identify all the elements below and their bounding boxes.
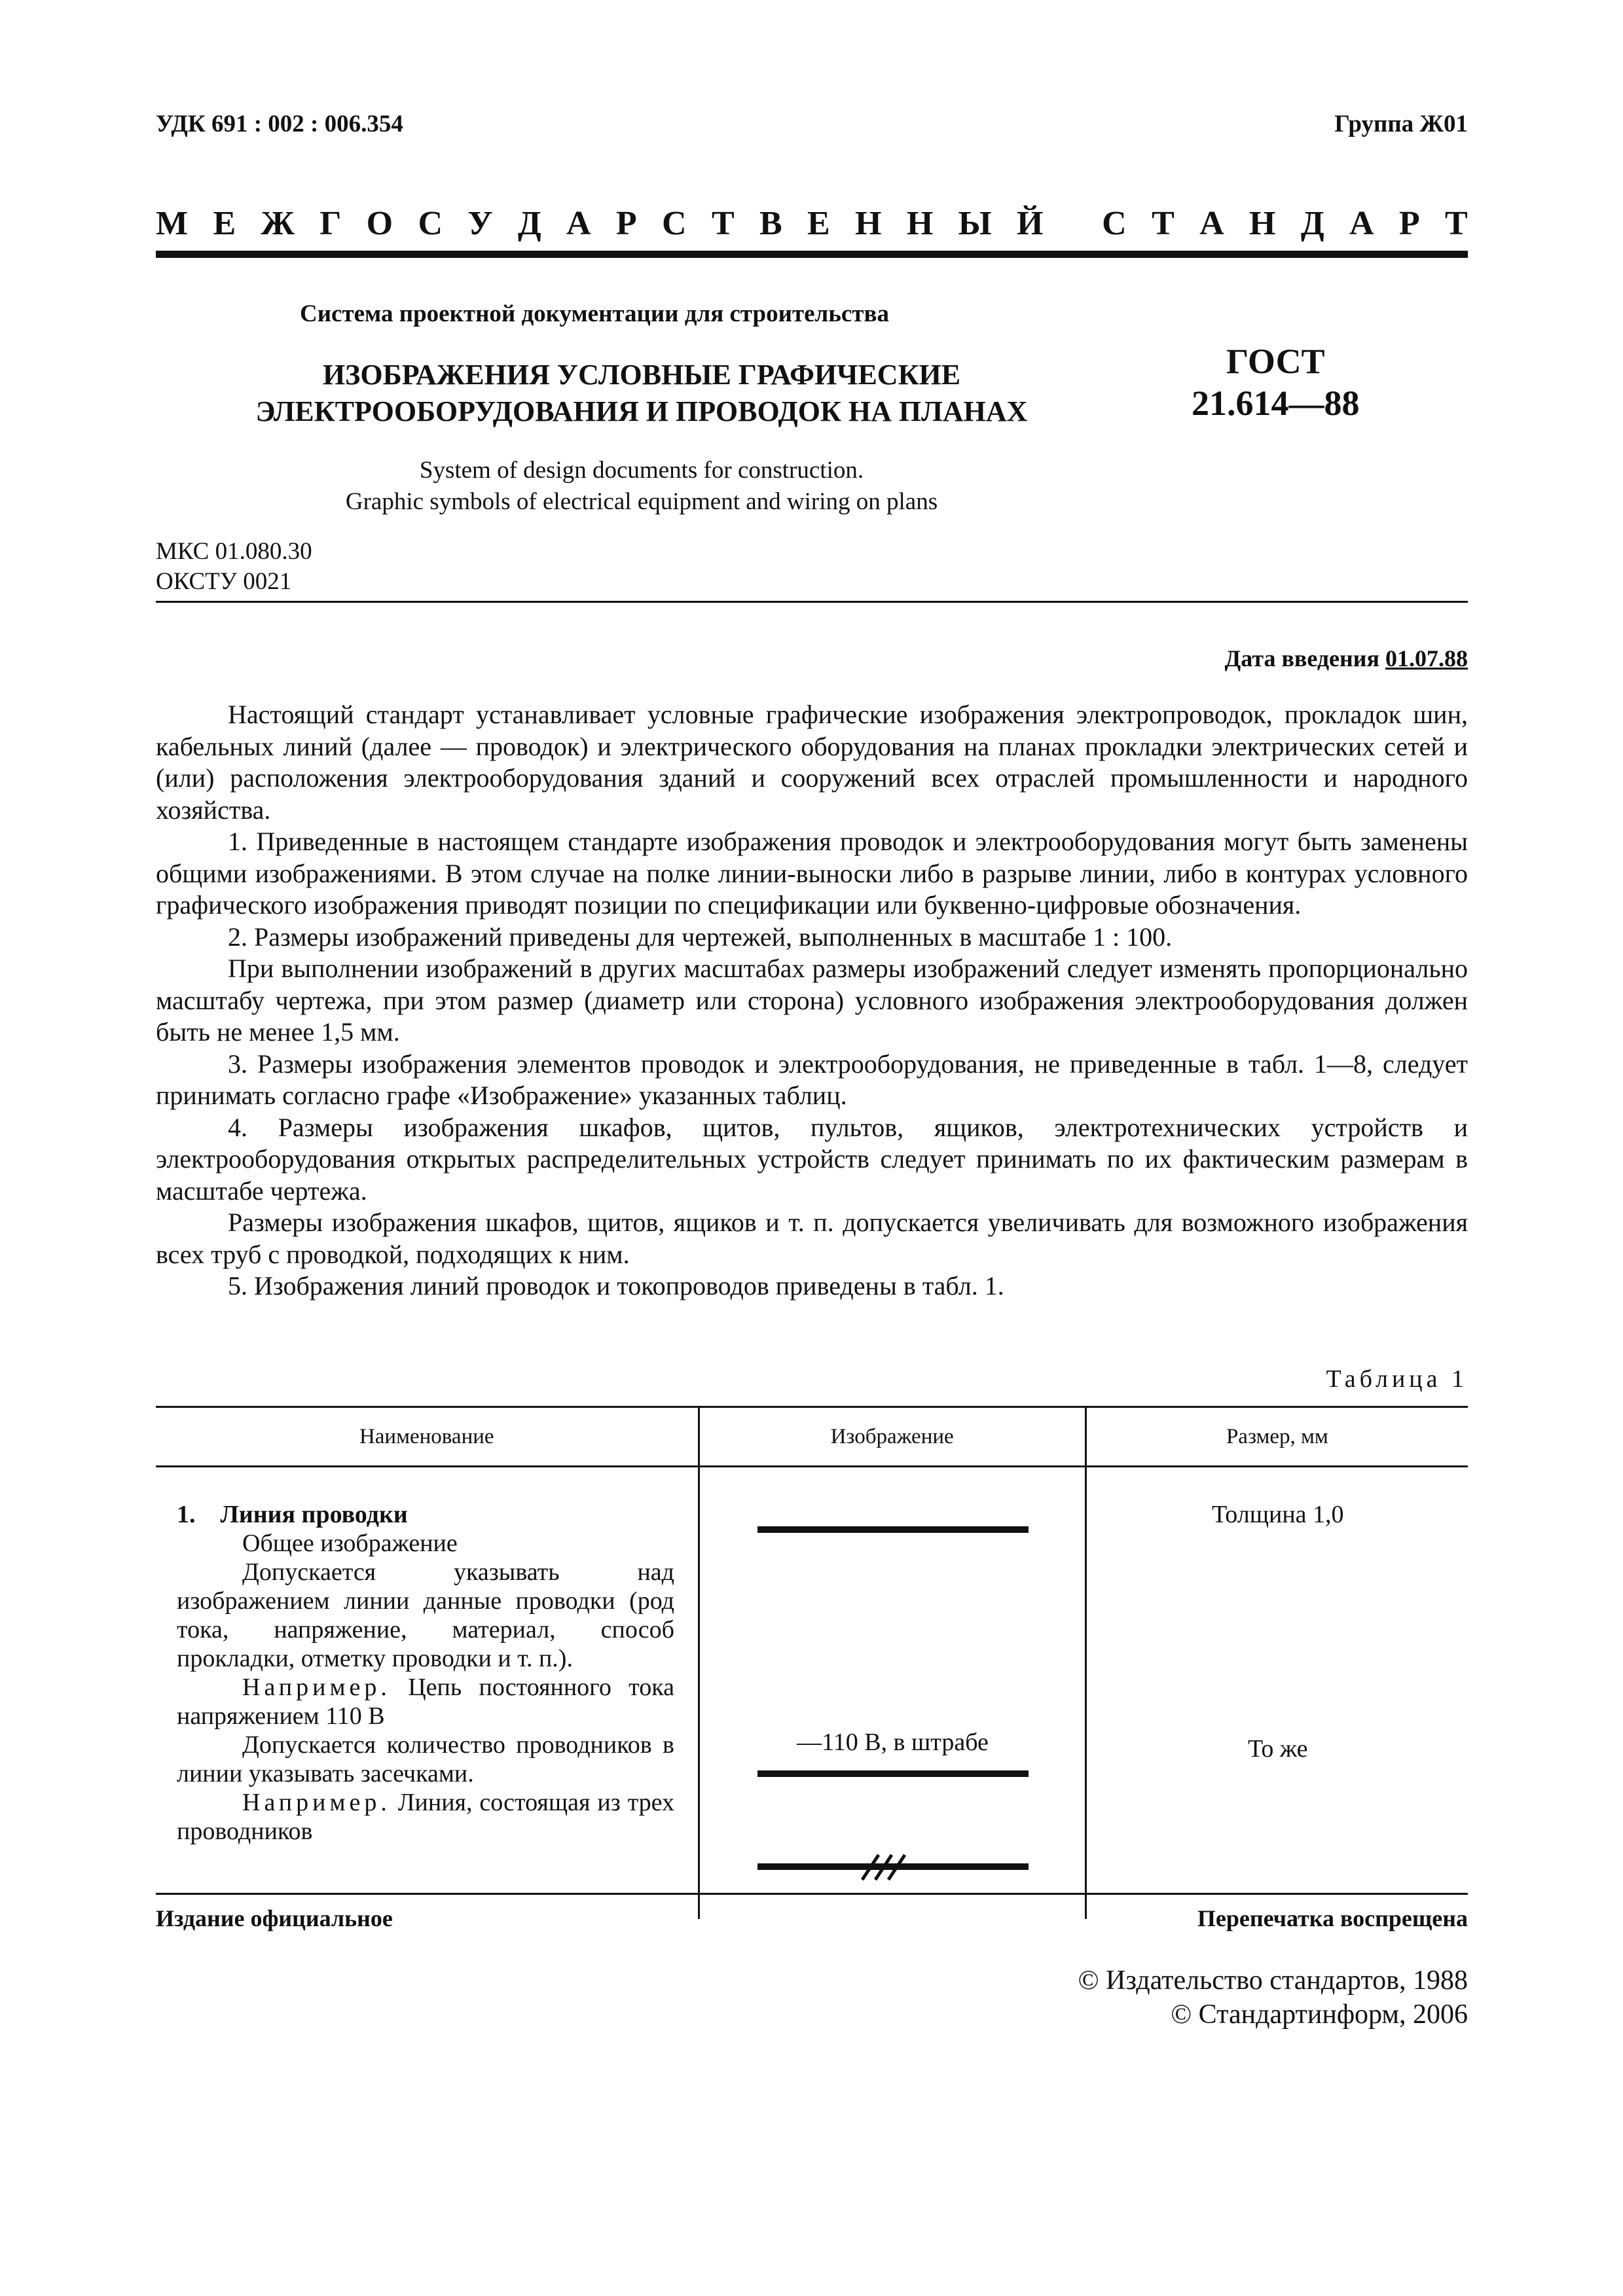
example-2	[177, 1788, 674, 1846]
reprint-forbidden: Перепечатка воспрещена	[1197, 1905, 1468, 1931]
heading-letter: Н	[906, 205, 934, 242]
header-image: Изображение	[698, 1408, 1085, 1465]
cell-image	[698, 1467, 1085, 1919]
table-header-row	[156, 1406, 1468, 1467]
paragraph-4-cont: Размеры изображения шкафов, щитов, ящиков и т. п. допускается увеличивать для возможного изображения всех труб с проводкой, подходящих к ним.	[156, 1208, 1468, 1269]
heading-letter: Д	[1300, 205, 1324, 242]
heading-letter: Е	[807, 205, 830, 242]
okstu-code: ОКСТУ 0021	[156, 568, 292, 595]
heading-letter: Ы	[958, 205, 992, 242]
copyright	[1078, 1964, 1468, 2032]
heading-letter: С	[418, 205, 443, 242]
paragraph-2-cont: При выполнении изображений в других масштабах размеры изображений следует изменять пропорционально масштабу чертежа, при этом размер (диаметр или сторона) условного изображения электрооборудования должен быть не менее 1,5 мм.	[156, 954, 1468, 1047]
date-label: Дата введения	[1224, 645, 1379, 672]
title-line-1: ИЗОБРАЖЕНИЯ УСЛОВНЫЕ ГРАФИЧЕСКИЕ	[322, 359, 961, 391]
heading-letter: М	[156, 205, 189, 242]
heading-letter: В	[759, 205, 782, 242]
body-text	[156, 699, 1468, 1302]
table-caption: Таблица 1	[1326, 1365, 1468, 1393]
table-1	[156, 1406, 1468, 1919]
heading-letter: С	[662, 205, 687, 242]
heading-letter: Ж	[261, 205, 295, 242]
wiring-line-label: —110 В, в штрабе	[797, 1729, 989, 1756]
header-name: Наименование	[359, 1424, 494, 1448]
heading-letter: Й	[1017, 205, 1044, 242]
heading-letter: У	[467, 205, 493, 242]
heading-letter: Г	[319, 205, 342, 242]
example-2-text: Линия, состоящая из трех проводников	[177, 1789, 674, 1845]
heading-letter: А	[1349, 205, 1374, 242]
example-1	[177, 1673, 674, 1731]
size-thickness: Толщина 1,0	[1211, 1501, 1344, 1528]
heading-letter: Т	[1152, 205, 1175, 242]
gost-number	[1192, 340, 1360, 424]
copyright-2: © Стандартинформ, 2006	[1171, 2000, 1468, 2030]
classification-codes	[156, 537, 312, 597]
wiring-line-110v-symbol	[757, 1770, 1029, 1777]
heading-letter: Р	[1398, 205, 1420, 242]
heading-letter: С	[1102, 205, 1127, 242]
paragraph-5: 5. Изображения линий проводок и токопроводов приведены в табл. 1.	[228, 1271, 1004, 1300]
table-row	[156, 1467, 1468, 1919]
allow-note-1: Допускается указывать над изображением линии данные проводки (род тока, напряжение, материал, способ прокладки, отметку проводки и т. п.).	[177, 1558, 674, 1672]
footer-rule	[156, 1893, 1468, 1895]
cell-name	[156, 1467, 698, 1919]
heading-rule	[156, 251, 1468, 258]
paragraph-3: 3. Размеры изображения элементов проводок и электрооборудования, не приведенные в табл. 1—8, следует принимать согласно графе «Изображение» указанных таблиц.	[156, 1049, 1468, 1110]
example-1-text: Цепь постоянного тока напряжением 110 В	[177, 1674, 674, 1730]
title-line-2: ЭЛЕКТРООБОРУДОВАНИЯ И ПРОВОДОК НА ПЛАНАХ	[255, 395, 1028, 427]
general-label: Общее изображение	[242, 1530, 458, 1557]
heading-letter: Н	[1249, 205, 1276, 242]
allow-note-2: Допускается количество проводников в линии указывать засечками.	[177, 1731, 674, 1787]
heading-letter: А	[566, 205, 591, 242]
heading-letter: А	[1199, 205, 1224, 242]
heading-letter: Т	[1444, 205, 1468, 242]
copyright-1: © Издательство стандартов, 1988	[1078, 1965, 1468, 1996]
english-title-line-2: Graphic symbols of electrical equipment and wiring on plans	[345, 488, 938, 515]
official-edition: Издание официальное	[156, 1905, 393, 1931]
introduction-date	[1225, 645, 1468, 672]
row-number: 1.	[177, 1501, 196, 1528]
heading-letter: Е	[213, 205, 236, 242]
paragraph-1: 1. Приведенные в настоящем стандарте изображения проводок и электрооборудования могут быть заменены общими изображениями. В этом случае на полке линии-выноски либо в разрыве линии, либо в контурах условного графического изображения приводят позиции по спецификации или буквенно-цифровые обозначения.	[156, 827, 1468, 920]
heading-letter: О	[366, 205, 393, 242]
heading-letter: Т	[711, 205, 735, 242]
size-same: То же	[1248, 1735, 1308, 1763]
wiring-line-symbol	[757, 1526, 1029, 1533]
system-title: Система проектной документации для строительства	[300, 300, 889, 327]
paragraph-intro: Настоящий стандарт устанавливает условные графические изображения электропроводок, прокладок шин, кабельных линий (далее — проводок) и электрического оборудования на планах прокладки электрических сетей и (или) расположения электрооборудования зданий и сооружений всех отраслей промышленности и народного хозяйства.	[156, 700, 1468, 825]
cell-size	[1085, 1467, 1468, 1919]
english-title-line-1: System of design documents for construction.	[419, 457, 864, 484]
three-conductor-line-symbol	[757, 1847, 1029, 1886]
heading-letter: Р	[615, 205, 637, 242]
paragraph-2: 2. Размеры изображений приведены для чертежей, выполненных в масштабе 1 : 100.	[228, 922, 1173, 952]
example-2-lead: Например.	[242, 1789, 391, 1816]
mks-code: МКС 01.080.30	[156, 538, 312, 565]
gost-label: ГОСТ	[1226, 342, 1325, 381]
example-1-lead: Например.	[242, 1674, 391, 1701]
document-title	[236, 357, 1048, 430]
heading-letter	[1068, 204, 1077, 243]
gost-code: 21.614—88	[1192, 384, 1360, 423]
row-title: Линия проводки	[220, 1501, 408, 1528]
heading-letter: Н	[855, 205, 882, 242]
udk-code: УДК 691 : 002 : 006.354	[156, 111, 403, 137]
header-size: Размер, мм	[1085, 1408, 1468, 1465]
paragraph-4: 4. Размеры изображения шкафов, щитов, пультов, ящиков, электротехнических устройств и электрооборудования открытых распределительных устройств следует принимать по их фактическим размерам в масштабе чертежа.	[156, 1112, 1468, 1206]
heading-letter: Д	[517, 205, 541, 242]
english-title	[236, 455, 1048, 518]
header-divider	[156, 601, 1468, 603]
group-code: Группа Ж01	[1334, 111, 1468, 137]
date-value: 01.07.88	[1385, 645, 1468, 672]
interstate-standard-heading	[156, 204, 1468, 243]
